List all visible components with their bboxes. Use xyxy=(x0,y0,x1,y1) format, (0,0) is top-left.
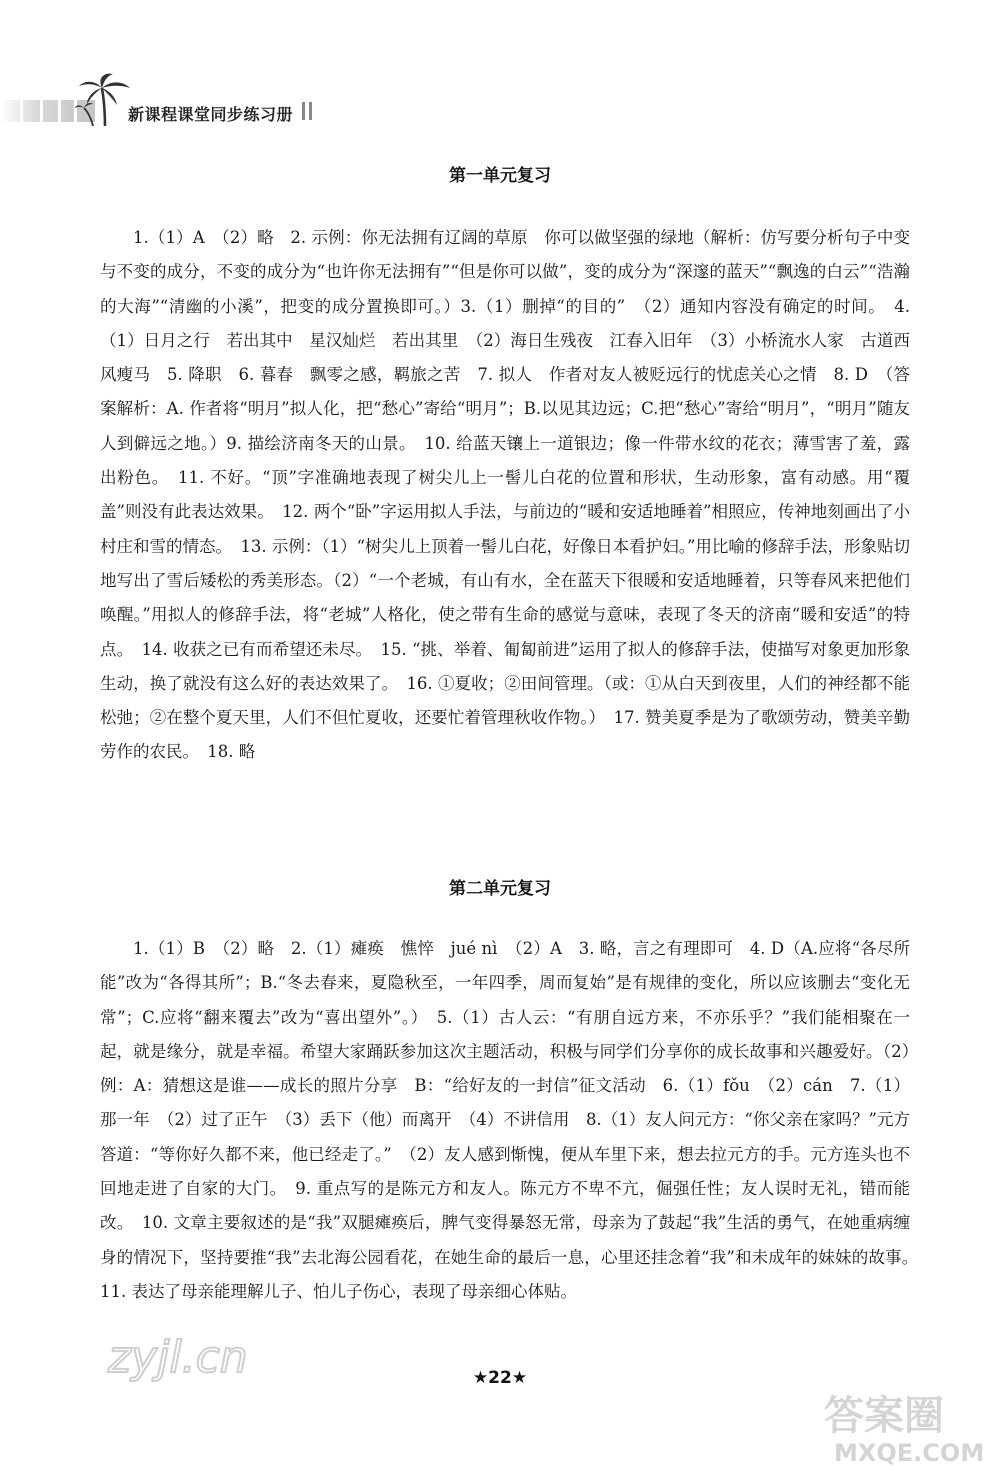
header-end-mark xyxy=(300,102,316,120)
header-title: 新课程课堂同步练习册 xyxy=(128,105,294,124)
section-body-unit-2: 1.（1）B （2）略 2.（1）瘫痪 憔悴 jué nì （2）A 3. 略，言之有理即可 4. D（A.应将“各尽所能”改为“各得其所”；B.“冬去春来，夏隐秋至，一年四季，周而复始”是有规律的变化，所以应该删去“变化无常”；C.应将“翻来覆去”改为“喜出望外”。） 5.（1）古人云：“有朋自远方来，不亦乐乎？”我们能相聚在一起，就是缘分，就是幸福。希望大家踊跃参加这次主题活动，积极与同学们分享你的成长故事和兴趣爱好。（2）例：A：猜想这是谁——成长的照片分享 B：“给好友的一封信”征文活动 6.（1）fǒu （2）cán 7.（1）那一年 （2）过了正午 （3）丢下（他）而离开 （4）不讲信用 8.（1）友人问元方：“你父亲在家吗？”元方答道：“等你好久都不来，他已经走了。” （2）友人感到惭愧，便从车里下来，想去拉元方的手。元方连头也不回地走进了自家的大门。 9. 重点写的是陈元方和友人。陈元方不卑不亢，倔强任性；友人误时无礼，错而能改。 10. 文章主要叙述的是“我”双腿瘫痪后，脾气变得暴怒无常，母亲为了鼓起“我”生活的勇气，在她重病缠身的情况下，坚持要推“我”去北海公园看花，在她生命的最后一息，心里还挂念着“我”和未成年的妹妹的故事。 11. 表达了母亲能理解儿子、怕儿子伤心，表现了母亲细心体贴。 xyxy=(100,939,927,1301)
svg-text:MXQE.COM: MXQE.COM xyxy=(834,1439,985,1467)
page-number: ★22★ xyxy=(472,1368,528,1388)
watermark-left-logo xyxy=(100,1310,250,1390)
section-title-unit-1: 第一单元复习 xyxy=(449,166,551,186)
svg-text:答案圈: 答案圈 xyxy=(824,1393,944,1439)
page-header xyxy=(0,70,340,130)
section-body-unit-1: 1.（1）A （2）略 2. 示例：你无法拥有辽阔的草原 你可以做坚强的绿地（解析：仿写要分析句子中变与不变的成分，不变的成分为“也许你无法拥有”“但是你可以做”，变的成分为“深邃的蓝天”“飘逸的白云”“浩瀚的大海”“清幽的小溪”，把变的成分置换即可。）3.（1）删掉“的目的” （2）通知内容没有确定的时间。 4.（1）日月之行 若出其中 星汉灿烂 若出其里 （2）海日生残夜 江春入旧年 （3）小桥流水人家 古道西风瘦马 5. 降职 6. 暮春 飘零之感，羁旅之苦 7. 拟人 作者对友人被贬远行的忧虑关心之情 8. D （答案解析：A. 作者将“明月”拟人化，把“愁心”寄给“明月”；B.以见其边远；C.把“愁心”寄给“明月”，“明月”随友人到僻远之地。）9. 描绘济南冬天的山景。 10. 给蓝天镶上一道银边；像一件带水纹的花衣；薄雪害了羞，露出粉色。 11. 不好。“顶”字准确地表现了树尖儿上一髻儿白花的位置和形状，生动形象，富有动感。用“覆盖”则没有此表达效果。 12. 两个“卧”字运用拟人手法，与前边的“暖和安适地睡着”相照应，传神地刻画出了小村庄和雪的情态。 13. 示例：（1）“树尖儿上顶着一髻儿白花，好像日本看护妇。”用比喻的修辞手法，形象贴切地写出了雪后矮松的秀美形态。（2）“一个老城，有山有水，全在蓝天下很暖和安适地睡着，只等春风来把他们唤醒。”用拟人的修辞手法，将“老城”人格化，使之带有生命的感觉与意味，表现了冬天的济南“暖和安适”的特点。 14. 收获之已有而希望还未尽。 15. “挑、举着、匍匐前进”运用了拟人的修辞手法，使描写对象更加形象生动，换了就没有这么好的表达效果了。 16. ①夏收；②田间管理。（或：①从白天到夜里，人们的神经都不能松弛；②在整个夏天里，人们不但忙夏收，还要忙着管理秋收作物。） 17. 赞美夏季是为了歌颂劳动，赞美辛勤劳作的农民。 18. 略 xyxy=(100,228,910,762)
watermark-right-logo xyxy=(820,1385,990,1467)
palm-tree-icon xyxy=(75,72,135,128)
svg-text:zyjl.cn: zyjl.cn xyxy=(108,1332,248,1383)
section-title-unit-2: 第二单元复习 xyxy=(449,879,551,899)
